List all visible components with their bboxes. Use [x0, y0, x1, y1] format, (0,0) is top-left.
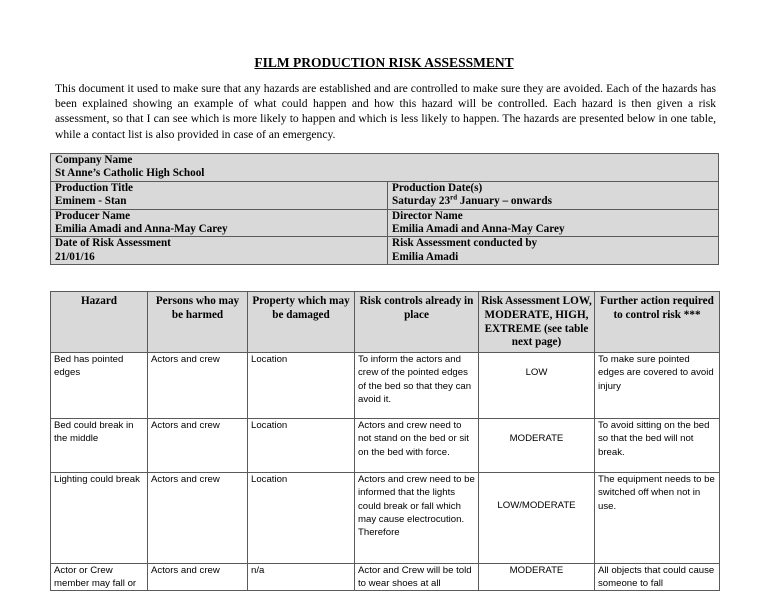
table-row: [51, 473, 720, 564]
assessment-conducted-label: Risk Assessment conducted by: [392, 237, 538, 250]
header-controls: Risk controls already in place: [355, 292, 479, 353]
controls-cell: [355, 353, 479, 419]
table-row: [51, 564, 720, 591]
risk-level: LOW: [525, 367, 548, 379]
producer-label: Producer Name: [55, 209, 131, 222]
risk-level-cell: [479, 419, 595, 473]
producer-cell: [51, 209, 388, 237]
hazard-header-row: [51, 292, 720, 353]
hazard-cell: [51, 419, 148, 473]
cell-text: Bed has pointed edges: [54, 354, 124, 379]
hazard-cell: [51, 564, 148, 591]
assessment-conducted-cell: [388, 237, 719, 265]
cell-text: Actor or Crew member may fall or: [54, 565, 137, 590]
cell-text: Actors and crew: [151, 474, 220, 486]
company-label: Company Name: [55, 154, 133, 166]
cell-text: Lighting could break: [54, 474, 140, 486]
assessment-row: [51, 237, 719, 265]
header-persons: Persons who may be harmed: [148, 292, 248, 353]
cell-text: To make sure pointed edges are covered to avoid injury: [598, 354, 714, 392]
company-cell: [51, 154, 719, 182]
production-dates-prefix: Saturday 23: [392, 195, 451, 208]
persons-cell: [148, 564, 248, 591]
property-cell: [248, 564, 355, 591]
company-row: [51, 154, 719, 182]
director-value: Emilia Amadi and Anna-May Carey: [392, 223, 565, 236]
header-property: Property which may be damaged: [248, 292, 355, 353]
cell-text: n/a: [251, 565, 265, 577]
persons-cell: [148, 473, 248, 564]
producer-row: [51, 209, 719, 237]
cell-text: Actors and crew: [151, 420, 220, 432]
cell-text: Actor and Crew will be told to wear shoes at all: [358, 565, 472, 590]
cell-text: Location: [251, 354, 288, 366]
hazard-cell: [51, 353, 148, 419]
cell-text: All objects that could cause someone to fall: [598, 565, 715, 590]
risk-level: MODERATE: [509, 433, 564, 445]
producer-value: Emilia Amadi and Anna-May Carey: [55, 223, 228, 236]
cell-text: To inform the actors and crew of the pointed edges of the bed so that they can avoid it.: [358, 354, 472, 405]
further-action-cell: [595, 564, 720, 591]
further-action-cell: [595, 473, 720, 564]
risk-level-cell: [479, 353, 595, 419]
production-dates-label: Production Date(s): [392, 181, 483, 194]
company-value: St Anne’s Catholic High School: [55, 167, 205, 180]
assessment-date-label: Date of Risk Assessment: [55, 237, 171, 250]
risk-level: MODERATE: [509, 565, 564, 577]
header-risk-assessment: Risk Assessment LOW, MODERATE, HIGH, EXTREME (see table next page): [479, 292, 595, 353]
cell-text: Bed could break in the middle: [54, 420, 134, 445]
production-info-table: [50, 153, 719, 265]
production-title-cell: [51, 181, 388, 209]
hazard-cell: [51, 473, 148, 564]
further-action-cell: [595, 419, 720, 473]
hazard-table: [50, 291, 720, 591]
header-further-action: Further action required to control risk ***: [595, 292, 720, 353]
risk-level-cell: [479, 564, 595, 591]
property-cell: [248, 353, 355, 419]
director-label: Director Name: [392, 209, 463, 222]
cell-text: Actors and crew need to not stand on the bed or sit on the bed with force.: [358, 420, 469, 458]
risk-level: LOW/MODERATE: [497, 500, 576, 512]
director-cell: [388, 209, 719, 237]
cell-text: The equipment needs to be switched off when not in use.: [598, 474, 715, 512]
persons-cell: [148, 353, 248, 419]
property-cell: [248, 419, 355, 473]
assessment-date-cell: [51, 237, 388, 265]
production-title-value: Eminem - Stan: [55, 195, 127, 208]
persons-cell: [148, 419, 248, 473]
property-cell: [248, 473, 355, 564]
controls-cell: [355, 419, 479, 473]
production-dates-value: [392, 195, 714, 208]
assessment-conducted-value: Emilia Amadi: [392, 250, 459, 263]
controls-cell: [355, 564, 479, 591]
cell-text: Actors and crew: [151, 354, 220, 366]
cell-text: Location: [251, 420, 288, 432]
assessment-date-value: 21/01/16: [55, 250, 95, 263]
cell-text: To avoid sitting on the bed so that the bed will not break.: [598, 420, 710, 458]
intro-paragraph: This document it used to make sure that any hazards are established and are controlled to make sure they are avoided. Each of the hazards has been explained showing an example of what could happen and how this hazard will be controlled. Each hazard is then given a risk assessment, so that I can see which is more likely to happen and which is less likely to happen. The hazards are presented below in one table, while a contact list is also provided in case of an emergency.: [55, 82, 716, 141]
table-row: [51, 353, 720, 419]
risk-level-cell: [479, 473, 595, 564]
production-row: [51, 181, 719, 209]
production-dates-sup: rd: [450, 193, 458, 202]
table-row: [51, 419, 720, 473]
production-dates-cell: [388, 181, 719, 209]
controls-cell: [355, 473, 479, 564]
production-dates-suffix: January – onwards: [457, 195, 552, 208]
header-hazard: Hazard: [51, 292, 148, 353]
document-title: FILM PRODUCTION RISK ASSESSMENT: [254, 55, 514, 70]
production-title-label: Production Title: [55, 181, 134, 194]
cell-text: Location: [251, 474, 288, 486]
cell-text: Actors and crew need to be informed that the lights could break or fall which may cause electrocution. Therefore: [358, 474, 475, 538]
further-action-cell: [595, 353, 720, 419]
cell-text: Actors and crew: [151, 565, 220, 577]
